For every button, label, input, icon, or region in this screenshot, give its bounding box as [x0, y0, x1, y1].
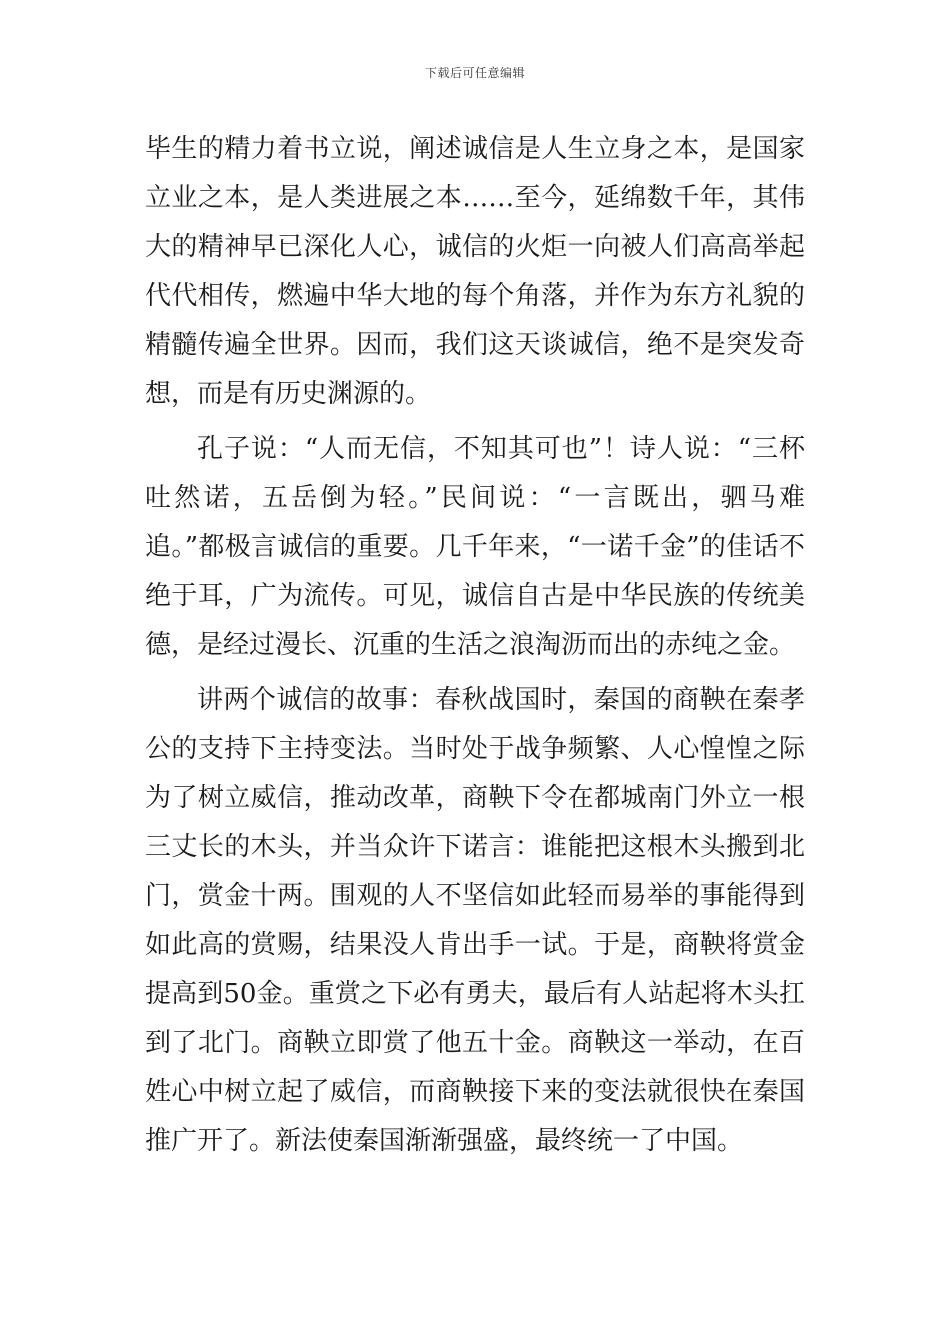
body-text [145, 125, 805, 1172]
paragraph-continued: 毕生的精力着书立说，阐述诚信是人生立身之本，是国家立业之本，是人类进展之本……至今，延绵数千年，其伟大的精神早已深化人心，诚信的火炬一向被人们高高举起代代相传，燃遍中华大地的每个角落，并作为东方礼貌的精髓传遍全世界。因而，我们这天谈诚信，绝不是突发奇想，而是有历史渊源的。 [145, 134, 805, 409]
paragraph-shang-yang-story: 讲两个诚信的故事：春秋战国时，秦国的商鞅在秦孝公的支持下主持变法。当时处于战争频繁、人心惶惶之际为了树立威信，推动改革，商鞅下令在都城南门外立一根三丈长的木头，并当众许下诺言：谁能把这根木头搬到北门，赏金十两。围观的人不坚信如此轻而易举的事能得到如此高的赏赐，结果没人肯出手一试。于是，商鞅将赏金提高到50金。重赏之下必有勇夫，最后有人站起将木头扛到了北门。商鞅立即赏了他五十金。商鞅这一举动，在百姓心中树立起了威信，而商鞅接下来的变法就很快在秦国推广开了。新法使秦国渐渐强盛，最终统一了中国。 [145, 685, 805, 1156]
page-header: 下载后可任意编辑 [424, 66, 525, 80]
paragraph-confucius-quotes: 孔子说：“人而无信，不知其可也”！诗人说：“三杯吐然诺，五岳倒为轻。”民间说：“一言既出，驷马难追。”都极言诚信的重要。几千年来，“一诺千金”的佳话不绝于耳，广为流传。可见，诚信自古是中华民族的传统美德，是经过漫长、沉重的生活之浪淘沥而出的赤纯之金。 [145, 434, 805, 660]
